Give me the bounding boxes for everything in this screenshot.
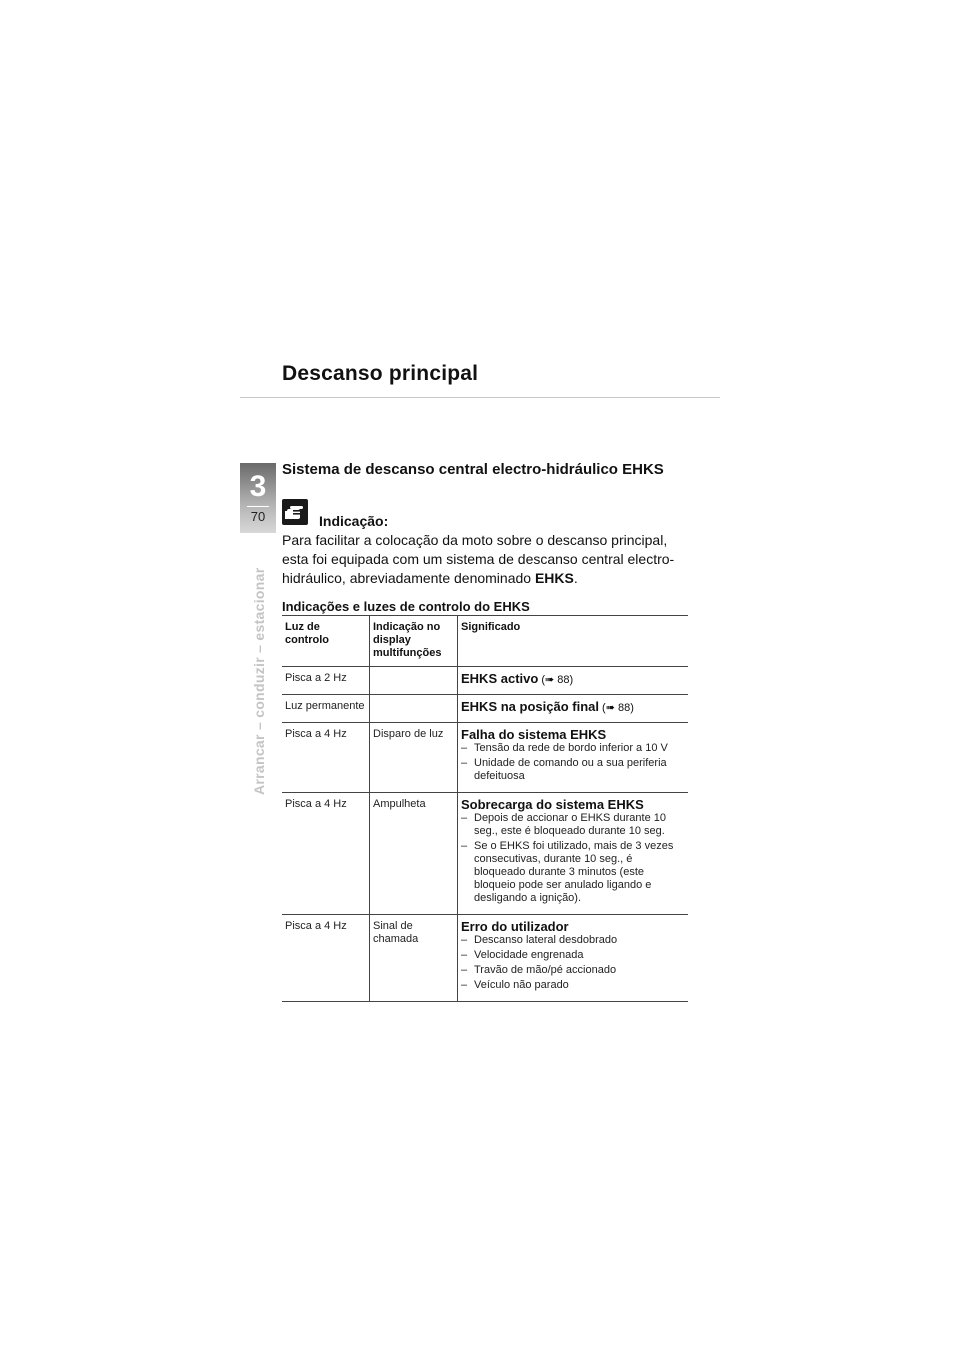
- page-title: Descanso principal: [282, 362, 479, 385]
- table-row: [282, 915, 688, 1002]
- page-reference: (➠ 88): [541, 674, 574, 686]
- page-number: 70: [250, 509, 266, 524]
- meaning-list: [461, 812, 685, 905]
- list-item: – Unidade de comando ou a sua periferia defeituosa: [461, 757, 685, 783]
- meaning-cell: [458, 667, 689, 695]
- control-light-cell: Pisca a 4 Hz: [285, 798, 347, 810]
- table-header-row: [282, 616, 688, 667]
- meaning-title: EHKS activo: [461, 671, 539, 686]
- table-row: [282, 723, 688, 793]
- page-reference: (➠ 88): [602, 702, 634, 714]
- chapter-tab-divider: [247, 506, 269, 507]
- meaning-cell: [458, 915, 689, 1002]
- intro-paragraph: [282, 531, 692, 588]
- table-row: [282, 793, 688, 915]
- display-cell: [370, 667, 458, 695]
- list-item: – Se o EHKS foi utilizado, mais de 3 vezes consecutivas, durante 10 seg., é bloqueado durante 3 minutos (este bloqueio pode ser anulado ligando e desligando a ignição).: [461, 840, 685, 905]
- meaning-cell: [458, 695, 689, 723]
- control-light-cell: Pisca a 2 Hz: [285, 672, 347, 684]
- ehks-indicator-table: [282, 615, 688, 1002]
- chapter-number: 3: [249, 470, 267, 503]
- meaning-list: [461, 934, 685, 992]
- chapter-tab: [240, 463, 276, 533]
- display-cell: [370, 695, 458, 723]
- column-header-meaning: Significado: [458, 616, 689, 667]
- list-item: – Depois de accionar o EHKS durante 10 seg., este é bloqueado durante 10 seg.: [461, 812, 685, 838]
- display-cell: Disparo de luz: [370, 723, 458, 793]
- chapter-side-label: Arrancar – conduzir – estacionar: [251, 567, 267, 795]
- intro-period: .: [573, 570, 578, 586]
- meaning-cell: [458, 723, 689, 793]
- meaning-cell: [458, 793, 689, 915]
- list-item: – Descanso lateral desdobrado: [461, 934, 685, 947]
- table-row: [282, 695, 688, 723]
- title-divider: [240, 397, 720, 398]
- intro-abbreviation: EHKS: [534, 570, 574, 586]
- control-light-cell: Pisca a 4 Hz: [285, 920, 347, 932]
- display-cell: Sinal de chamada: [370, 915, 458, 1002]
- meaning-title: EHKS na posição final: [461, 699, 599, 714]
- hand-pointing-note-icon: [282, 499, 308, 525]
- meaning-title: Sobrecarga do sistema EHKS: [461, 797, 644, 812]
- list-item: – Travão de mão/pé accionado: [461, 964, 685, 977]
- list-item: – Velocidade engrenada: [461, 949, 685, 962]
- column-header-display: Indicação no display multifunções: [370, 616, 458, 667]
- control-light-cell: Pisca a 4 Hz: [285, 728, 347, 740]
- display-cell: Ampulheta: [370, 793, 458, 915]
- note-label: Indicação:: [319, 513, 389, 529]
- table-row: [282, 667, 688, 695]
- control-light-cell: Luz permanente: [285, 700, 365, 712]
- list-item: – Tensão da rede de bordo inferior a 10 V: [461, 742, 685, 755]
- meaning-title: Erro do utilizador: [461, 919, 569, 934]
- column-header-control-light: Luz de controlo: [285, 621, 329, 646]
- intro-text: Para facilitar a colocação da moto sobre o descanso principal, esta foi equipada com um sistema de descanso central electro-hidráulico, abreviadamente denominado: [282, 532, 675, 586]
- meaning-list: [461, 742, 685, 783]
- table-heading: Indicações e luzes de controlo do EHKS: [282, 599, 530, 614]
- section-heading: Sistema de descanso central electro-hidráulico EHKS: [282, 461, 664, 478]
- meaning-title: Falha do sistema EHKS: [461, 727, 607, 742]
- list-item: – Veículo não parado: [461, 979, 685, 992]
